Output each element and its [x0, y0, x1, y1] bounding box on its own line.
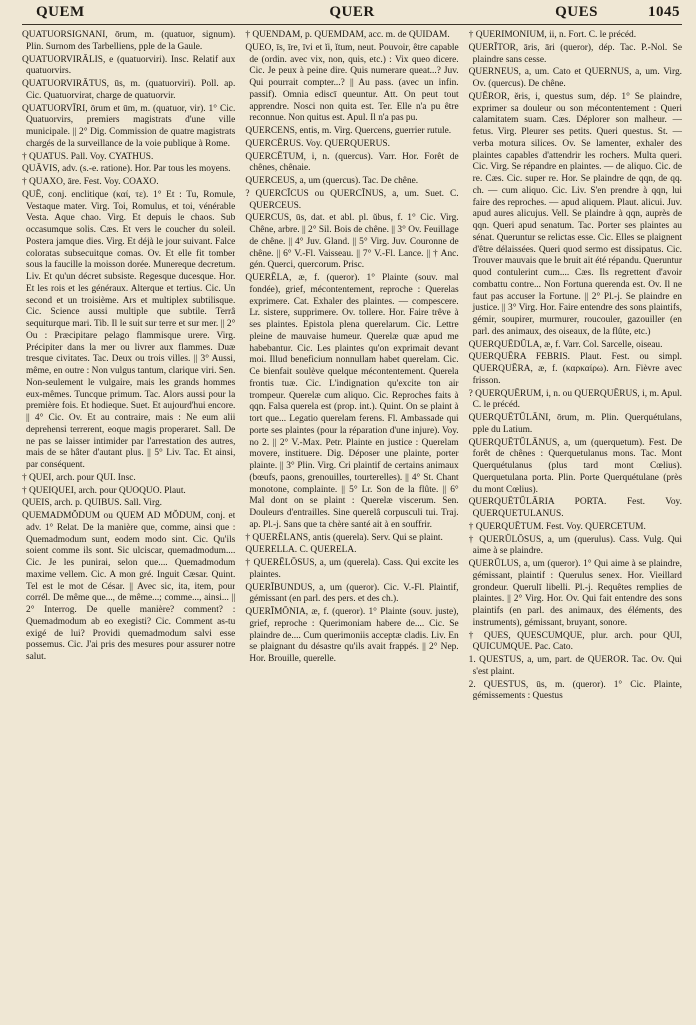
dictionary-entry: QUATUORVIRĀLIS, e (quatuorviri). Insc. Relatif aux quatuorvirs. [22, 54, 236, 77]
dictionary-entry: † QUEI, arch. pour QUI. Insc. [22, 472, 136, 483]
dictionary-entry: QUĔROR, ĕris, i, questus sum, dép. 1° Se plaindre, exprimer sa douleur ou son mécontentement : Queri calamitatem suam. Cæs. Déplorer son malheur. — fetus. Virg. Pleurer ses petits. Queri questus. St. — verba motura silices. Ov. Se lamenter, exhaler des plaintes capables d'attendrir les rochers. Multa queri. Cic. Virg. Se répandre en plaintes. — de aliquo. Cic. de re. Cæs. Cic. super re. Hor. Se plaindre de qqn, de qq. ch. — cum aliquo. Cic. Liv. S'en prendre à qqn, lui faire des reproches. — apud aliquem. Plaut. alicui. Juv. apud aures alicujus. Vell. Se plaindre à qqn, auprès de qqn. Queri apud senatum. Tac. Porter ses plaintes au sénat. Queruntur se relictas esse. Cic. Elles se plaignent d'être délaissées. Queri quod sermo est dissipatus. Cic. Trouver mauvais que le bruit ait été répandu. Queruntur quod contulerint cum.... Cæs. Ils regrettent d'avoir combattu contre... Non Fortuna querenda est. Ov. Il ne faut pas accuser la Fortune. || 2° Pl.-j. Se plaindre en justice. || 3° Virg. Hor. Faire entendre des sons plaintifs, gémir, soupirer, murmurer, roucouler, gazouiller (en parl. des animaux, des oiseaux, de la flûte, etc.) [468, 91, 682, 337]
dictionary-entry: QUĀVIS, adv. (s.-e. ratione). Hor. Par tous les moyens. [22, 164, 231, 175]
dictionary-entry: QUERCEUS, a, um (quercus). Tac. De chêne. [245, 176, 419, 186]
dictionary-entry: QUERQUĒTŬLĀNUS, a, um (querquetum). Fest. De forêt de chênes : Querquetulanus mons. Tac. Mont Querquétulanus (plus tard mont Cœlius). Querquetulana porta. Plin. Porte Querquétulane (près du mont Cœlius). [468, 437, 682, 495]
dictionary-entry: QUATUORSIGNĀNI, ōrum, m. (quatuor, signum). Plin. Surnom des Tarbelliens, pple de la Gaule. [22, 30, 236, 52]
columns [22, 30, 682, 1020]
dictionary-entry: QUERCUS, ūs, dat. et abl. pl. ŭbus, f. 1° Cic. Virg. Chêne, arbre. || 2° Sil. Bois de chêne. || 3° Ov. Feuillage de chêne. || 4° Juv. Gland. || 5° Virg. Juv. Couronne de chêne. || 6° V.-Fl. Vaisseau. || 7° V.-Fl. Lance. || † Anc. gén. Querci, quercorum. Prisc. [245, 213, 459, 271]
dictionary-entry: QUATUORVIRĀTUS, ūs, m. (quatuorviri). Poll. ap. Cic. Quatuorvirat, charge de quatuorvir. [22, 79, 236, 101]
dictionary-entry: † QUERŬLŌSUS, a, um (querulus). Cass. Vulg. Qui aime à se plaindre. [468, 534, 682, 557]
header-center-guideword: QUER [329, 4, 375, 20]
dictionary-entry: QUERCĒTUM, i, n. (quercus). Varr. Hor. Forêt de chênes, chênaie. [245, 151, 459, 174]
page-number: 1045 [648, 4, 680, 20]
dictionary-entry: QUERĬBUNDUS, a, um (queror). Cic. V.-Fl. Plaintif, gémissant (en parl. des pers. et des ch.). [245, 582, 459, 605]
dictionary-entry: † QUERQUĒTUM. Fest. Voy. QUERCETUM. [468, 521, 646, 532]
dictionary-entry: † QUES, QUESCUMQUE, plur. arch. pour QUI, QUICUMQUE. Pac. Cato. [468, 630, 682, 653]
dictionary-entry: QUEMADMŎDUM ou QUEM AD MŎDUM, conj. et adv. 1° Relat. De la manière que, comme, ainsi que : Quemadmodum sunt, eodem modo sint. Cic. Qu'ils soient comme ils sont. Sic ulciscar, quemadmodum.... Cic. Je les punirai, selon que.... Quemadmodum maxime vellem. Cic. A mon gré. Inguit Cæsar. Quint. Tel est le mot de César. || Avec sic, ita, item, pour corrél. De même que..., de même...; comme..., ainsi... || 2° Interrog. De quelle manière? comment? : Quemadmodum ab eo exegisti? Cic. Comment as-tu exigé de lui? Providi quemadmodum salvi esse possemus. Cic. J'ai pris des mesures pour assurer notre salut. [22, 511, 236, 662]
dictionary-entry: † QUATUS. Pall. Voy. CYATHUS. [22, 151, 154, 162]
dictionary-entry: ? QUERCĬCUS ou QUERCĬNUS, a, um. Suet. C. QUERCEUS. [245, 188, 459, 211]
dictionary-entry: 2. QUESTUS, ūs, m. (queror). 1° Cic. Plainte, gémissements : Questus [468, 679, 682, 702]
dictionary-entry: † QUEIQUEI, arch. pour QUOQUO. Plaut. [22, 485, 186, 496]
dictionary-entry: 1. QUESTUS, a, um, part. de QUEROR. Tac. Ov. Qui s'est plaint. [468, 655, 682, 677]
dictionary-entry: QUERCENS, entis, m. Virg. Quercens, guerrier rutule. [245, 126, 452, 136]
dictionary-entry: QUERĬTOR, āris, āri (queror), dép. Tac. P.-Nol. Se plaindre sans cesse. [468, 42, 682, 65]
dictionary-entry: QUERNEUS, a, um. Cato et QUERNUS, a, um. Virg. Ov. (quercus). De chêne. [468, 67, 682, 89]
dictionary-entry: QUATUORVĪRI, ōrum et ūm, m. (quatuor, vir). 1° Cic. Quatuorvirs, premiers magistrats d'une ville municipale. || 2° Dig. Commission de quatre magistrats chargés de la surveillance de la voie publique à Rome. [22, 103, 236, 149]
dictionary-entry: ? QUERQUĒRUM, i, n. ou QUERQUĒRUS, i, m. Apul. C. le précéd. [468, 388, 682, 411]
dictionary-entry: QUEIS, arch. p. QUIBUS. Sall. Virg. [22, 498, 162, 509]
page-header [22, 0, 682, 24]
dictionary-entry: † QUERĒLANS, antis (querela). Serv. Qui se plaint. [245, 532, 443, 543]
dictionary-entry: QUERQUĒRA FEBRIS. Plaut. Fest. ou simpl. QUERQUĒRA, æ, f. (καρκαίρω). Arn. Fièvre avec frisson. [468, 352, 682, 386]
dictionary-entry: QUERQUĒDŬLA, æ, f. Varr. Col. Sarcelle, oiseau. [468, 339, 663, 350]
dictionary-entry: † QUERĬMŌNIUM, ii, n. Fort. C. le précéd. [468, 30, 637, 40]
dictionary-entry: QUERŬLUS, a, um (queror). 1° Qui aime à se plaindre, gémissant, plaintif : Querulus senex. Hor. Vieillard grondeur. Querulī libelli. Pl.-j. Requêtes remplies de plaintes. || 2° Virg. Hor. Ov. Qui fait entendre des sons plaintifs (en parl. des animaux, des éléments, des instruments), gémissant, bruyant, sonore. [468, 559, 682, 628]
header-rule [22, 24, 682, 25]
dictionary-entry: QUERQUĒTŬLĀRIA PORTA. Fest. Voy. QUERQUETULANUS. [468, 497, 682, 519]
dictionary-entry: † QUAXO, āre. Fest. Voy. COAXO. [22, 177, 159, 187]
dictionary-entry: QUERQUĒTŬLĀNI, ōrum, m. Plin. Querquétulans, pple du Latium. [468, 413, 682, 435]
dictionary-entry: † QUERĒLŌSUS, a, um (querela). Cass. Qui excite les plaintes. [245, 558, 459, 580]
dictionary-entry: QUERCĒRUS. Voy. QUERQUERUS. [245, 138, 390, 149]
header-left-guideword: QUEM [36, 4, 85, 20]
dictionary-entry: † QUENDAM, p. QUEMDAM, acc. m. de QUIDAM. [245, 30, 450, 40]
column-3 [469, 30, 682, 1020]
dictionary-entry: QUERĬMŌNIA, æ, f. (queror). 1° Plainte (souv. juste), grief, reproche : Querimoniam habere de.... Cic. Se plaindre de.... Cum querimoniis acceptæ cladis. Liv. En se plaignant du désastre qu'ils avait frappés. || 2° Nep. Hor. Brouille, querelle. [245, 607, 459, 664]
dictionary-entry: QUEO, īs, īre, īvi et ĭi, ĭtum, neut. Pouvoir, être capable de (ordin. avec vix, non, quis, etc.) : Vix queo dicere. Cic. Je peux à peine dire. Quis numerare queat...? Juv. Qui pourrait compter...? || Au pass. (avec un infin. passif). Omnia ediscī queuntur. Att. On peut tout apprendre. Nosci non quita est. Ter. Elle n'a pu être reconnue. Non quitus est. Apul. Il n'a pas pu. [245, 42, 459, 124]
column-2 [245, 30, 458, 1020]
dictionary-entry: QUERELLA. C. QUERELA. [245, 545, 357, 556]
column-1 [22, 30, 235, 1020]
dictionary-entry: QUERĒLA, æ, f. (queror). 1° Plainte (souv. mal fondée), grief, mécontentement, reproche : Querelas exprimere. Cat. Exhaler des plaintes. — compescere. Lr. sistere, supprimere. Ov. tollere. Hor. Faire trêve à ses plaintes. Epistola plena querelarum. Cic. Lettre pleine de mauvaise humeur. Querelæ quæ apud me habebantur. Cic. Les plaintes qu'on exprimait devant moi. Illud beneficium nonnullam habet querelam. Cic. Ce bienfait soulève quelque mécontentement. Querela frontis tuæ. Cic. L'indignation qu'excite ton air trompeur. Querelæ cum aliquo. Cic. Reproches faits à qqn. Falsa querela est (prop. int.). Quint. On se plaint à tort que... Legatio querelam ferens. Fl. Ambassade qui porte ses plaintes (pour la réparation d'une injure). Voy. no 2. || 2° V.-Max. Petr. Plainte en justice : Querelam movere, instituere. Dig. Déposer une plainte, porter plainte. || 3° Plin. Virg. Cri plaintif de certains animaux (bœufs, paons, grenouilles, tourterelles). || 4° St. Chant monotone, complainte. || 5° Lr. Son de la flûte. || 6° Mal dont on se plaint : Querelæ viscerum. Sen. Douleurs d'entrailles. Sine querelâ corpusculi tui. Traj. ap. Pl.-j. Sans que ta chère santé ait à en souffrir. [245, 273, 459, 530]
dictionary-entry: QUĔ, conj. enclitique (καί, τε). 1° Et : Tu, Romule, Vestaque mater. Virg. Toi, Romulus, et toi, vénérable Vesta. Aque chao. Virg. Et depuis le chaos. Sub occasumque solis. Cæs. Et vers le coucher du soleil. Postera jamque dies. Virg. Et déjà le jour suivant. Falce coloratas subsecuitque comas. Ov. Et elle fit tomber sous la faucille la moisson dorée. Munereque decretum. Liv. Et qu'un décret subsiste. Regesque ducesque. Hor. Et les rois et les généraux. Alterque et tertius. Cic. Un second et un troisième. Ars et multiplex subtilisque. Cic. Science aussi multiple que subtile. Terrâ sequiturque mari. Tib. Il le suit sur terre et sur mer. || 2° Ou : Præcipitare pelago flammisque urere. Virg. Précipiter dans la mer ou livrer aux flammes. Duæ tresque civitates. Tac. Deux ou trois villes. || 3° Aussi, même, en outre : Non vulgus tantum, clarique viri. Sen. Non-seulement le vulgaire, mais les grands hommes eux-mêmes. Tuncque primum. Tac. Alors aussi pour la première fois. Et hodieque. Suet. Et aujourd'hui encore. || 4° Cic. Ov. Et au contraire, mais : Ne eum alii deprehensi terrerent, eoque magis properaret. Sall. De ne pas se laisser intimider par l'arrestation des autres, mais de se hâter d'autant plus. || 5° Liv. Tac. Et ainsi, par conséquent. [22, 189, 236, 470]
header-right-guideword: QUES [555, 4, 598, 20]
